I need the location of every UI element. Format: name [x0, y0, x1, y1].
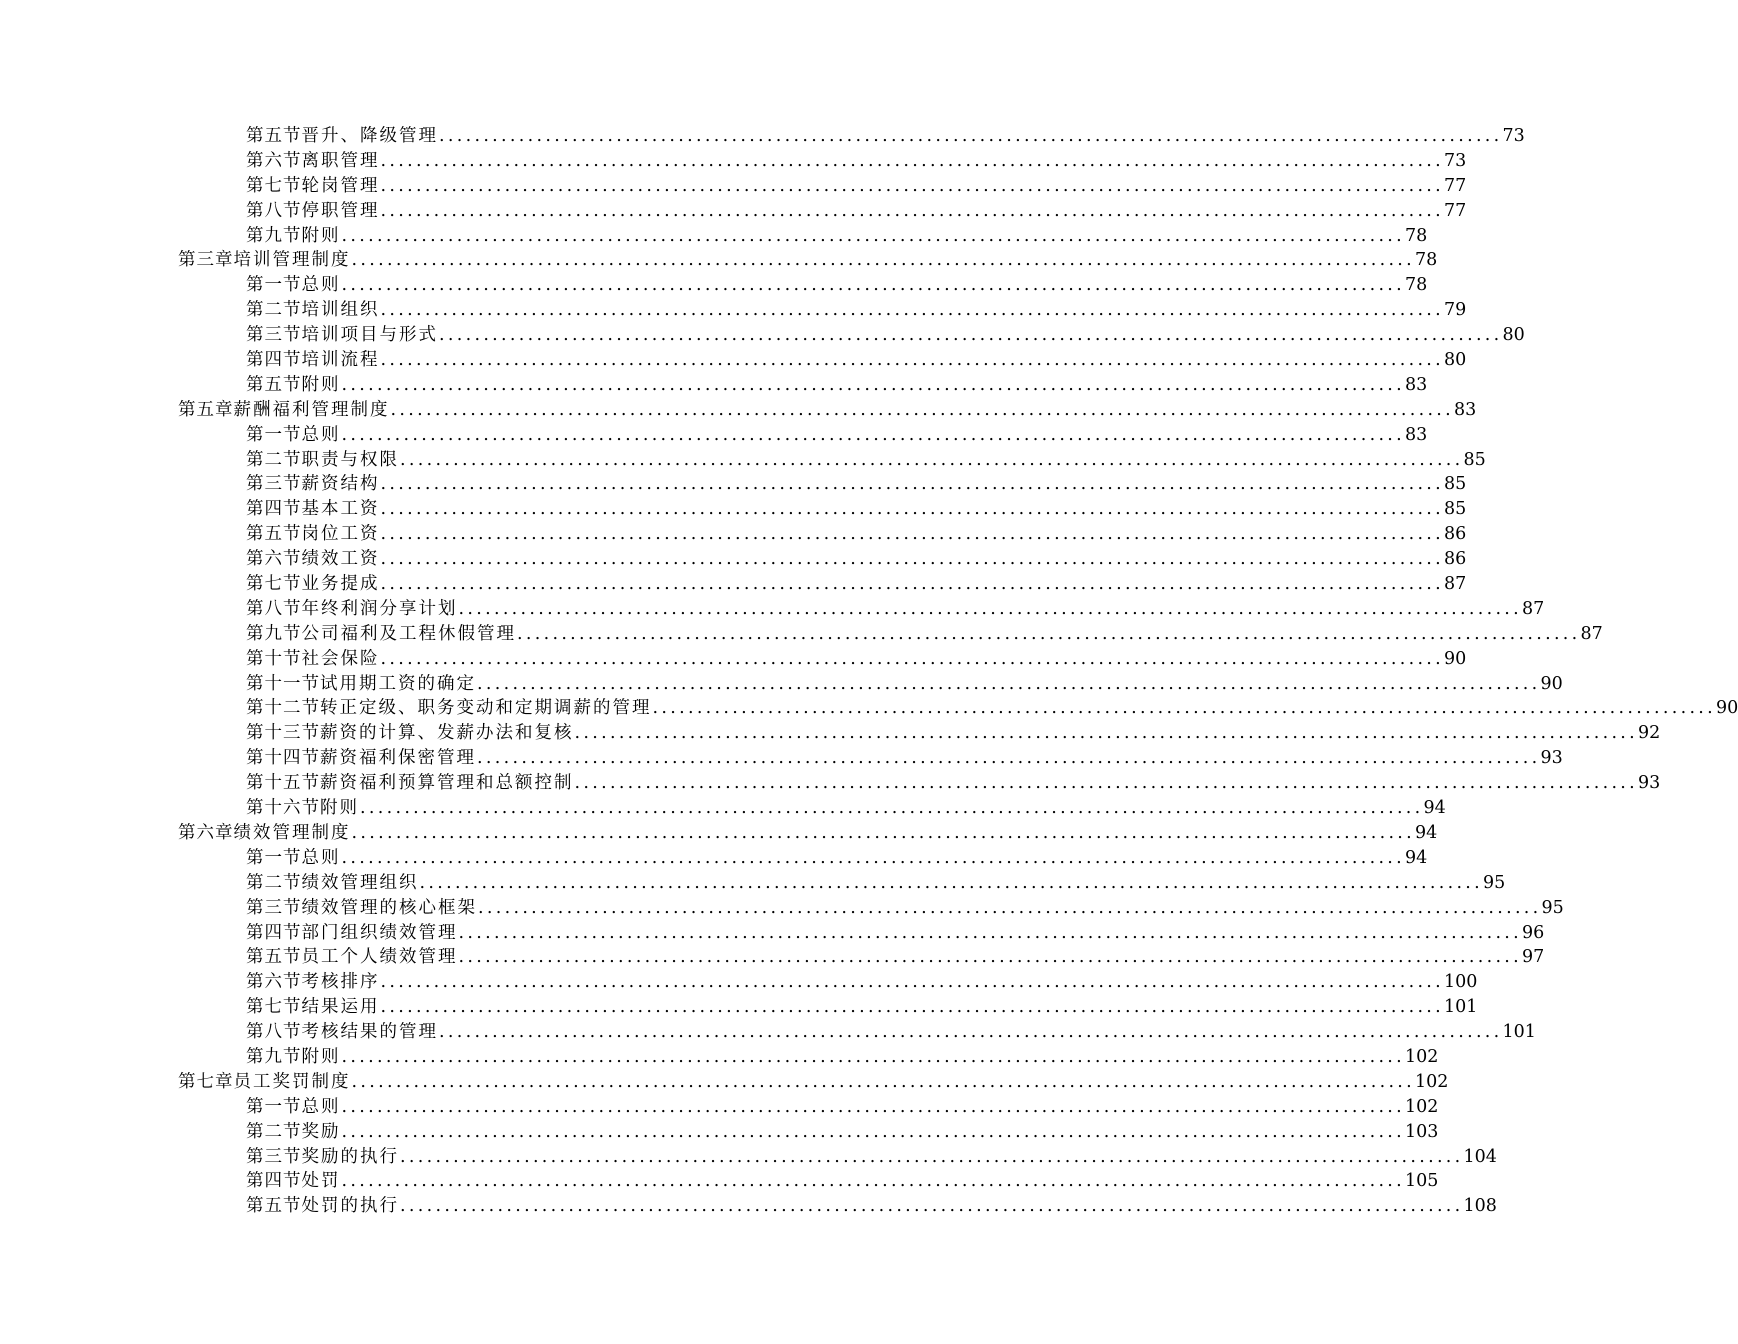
toc-entry-number: 第二节: [246, 872, 302, 893]
toc-section-entry[interactable]: [0, 696, 1738, 721]
toc-page-number: 101: [1502, 1022, 1536, 1043]
toc-entry-title: 附则: [301, 374, 341, 395]
toc-entry-line: [0, 1095, 1439, 1120]
toc-entry-title: 职责与权限: [301, 449, 399, 470]
toc-section-entry[interactable]: [0, 647, 1467, 672]
dot-leader: ........................................................................................................................: [341, 1121, 1406, 1142]
toc-entry-title: 总则: [301, 847, 341, 868]
dot-leader: ........................................................................................................................: [380, 997, 1445, 1018]
dot-leader: ........................................................................................................................: [458, 598, 1523, 619]
dot-leader: ........................................................................................................................: [380, 474, 1445, 495]
toc-page-number: 85: [1444, 474, 1467, 495]
dot-leader: ........................................................................................................................: [400, 1146, 1464, 1167]
dot-leader: ........................................................................................................................: [439, 126, 1503, 146]
toc-entry-number: 第七节: [246, 574, 302, 595]
toc-entry-number: 第二节: [246, 449, 302, 470]
toc-entry-number: 第六章: [178, 822, 234, 843]
toc-entry-number: 第九节: [246, 623, 302, 644]
toc-section-entry[interactable]: [0, 323, 1525, 348]
toc-entry-number: 第三节: [246, 474, 302, 495]
toc-page-number: 108: [1463, 1196, 1497, 1217]
toc-entry-title: 员工个人绩效管理: [301, 947, 458, 968]
dot-leader: ........................................................................................................................: [341, 1096, 1406, 1117]
toc-page-number: 102: [1415, 1071, 1449, 1092]
dot-leader: ........................................................................................................................: [380, 175, 1445, 196]
toc-entry-line: [0, 647, 1467, 672]
toc-chapter-entry[interactable]: [0, 821, 1438, 846]
toc-section-entry[interactable]: [0, 497, 1467, 522]
toc-page-number: 78: [1415, 250, 1438, 271]
toc-entry-line: [0, 597, 1545, 622]
dot-leader: ........................................................................................................................: [439, 1022, 1503, 1043]
toc-entry-number: 第八节: [246, 200, 302, 221]
toc-entry-number: 第三节: [246, 325, 302, 346]
toc-section-entry[interactable]: [0, 921, 1545, 946]
toc-section-entry[interactable]: [0, 348, 1467, 373]
dot-leader: ........................................................................................................................: [574, 773, 1639, 794]
toc-entry-title: 总则: [301, 1096, 341, 1117]
toc-entry-title: 年终利润分享计划: [301, 598, 458, 619]
toc-page-number: 90: [1716, 698, 1738, 719]
toc-entry-number: 第五节: [246, 524, 302, 545]
toc-entry-line: [0, 199, 1467, 224]
toc-section-entry[interactable]: [0, 1145, 1497, 1170]
toc-entry-number: 第一节: [246, 275, 302, 296]
toc-entry-title: 停职管理: [301, 200, 380, 221]
toc-page-number: 95: [1483, 872, 1506, 893]
dot-leader: ........................................................................................................................: [477, 748, 1541, 769]
toc-page-number: 77: [1444, 175, 1467, 196]
toc-page-number: 104: [1463, 1146, 1497, 1167]
dot-leader: ........................................................................................................................: [341, 275, 1406, 296]
dot-leader: ........................................................................................................................: [652, 698, 1717, 719]
toc-section-entry[interactable]: [0, 273, 1428, 298]
toc-entry-line: [0, 547, 1467, 572]
toc-entry-number: 第三节: [246, 1146, 302, 1167]
toc-page-number: 78: [1405, 275, 1428, 296]
toc-entry-line: [0, 224, 1428, 249]
toc-page-number: 86: [1444, 549, 1467, 570]
toc-entry-number: 第五章: [178, 399, 234, 420]
toc-section-entry[interactable]: [0, 522, 1467, 547]
toc-entry-title: 附则: [301, 1046, 341, 1067]
toc-entry-title: 总则: [301, 424, 341, 445]
dot-leader: ........................................................................................................................: [380, 648, 1445, 669]
toc-entry-title: 公司福利及工程休假管理: [301, 623, 516, 644]
dot-leader: ........................................................................................................................: [360, 798, 1424, 819]
toc-section-entry[interactable]: [0, 224, 1428, 249]
toc-section-entry[interactable]: [0, 199, 1467, 224]
toc-page-number: 105: [1405, 1171, 1439, 1192]
toc-entry-number: 第一节: [246, 847, 302, 868]
toc-entry-line: [0, 497, 1467, 522]
toc-section-entry[interactable]: [0, 1095, 1439, 1120]
toc-entry-line: [0, 672, 1563, 697]
toc-entry-number: 第七章: [178, 1071, 234, 1092]
toc-section-entry[interactable]: [0, 423, 1428, 448]
toc-page-number: 78: [1405, 225, 1428, 246]
dot-leader: ........................................................................................................................: [351, 822, 1416, 843]
toc-section-entry[interactable]: [0, 622, 1603, 647]
toc-entry-number: 第四节: [246, 1171, 302, 1192]
toc-entry-title: 薪资结构: [301, 474, 380, 495]
dot-leader: ........................................................................................................................: [380, 524, 1445, 545]
toc-entry-number: 第十节: [246, 648, 302, 669]
toc-entry-title: 薪资福利保密管理: [320, 748, 476, 769]
toc-entry-line: [0, 846, 1428, 871]
toc-page-number: 86: [1444, 524, 1467, 545]
toc-entry-line: [0, 771, 1661, 796]
toc-entry-line: [0, 995, 1478, 1020]
toc-entry-number: 第十六节: [246, 798, 320, 819]
toc-entry-number: 第六节: [246, 972, 302, 993]
toc-entry-title: 晋升、降级管理: [301, 126, 438, 146]
toc-entry-title: 试用期工资的确定: [320, 673, 476, 694]
toc-chapter-entry[interactable]: [0, 248, 1438, 273]
toc-entry-line: [0, 896, 1564, 921]
dot-leader: ........................................................................................................................: [419, 872, 1484, 893]
toc-entry-title: 处罚: [301, 1171, 341, 1192]
toc-page-number: 93: [1540, 748, 1563, 769]
dot-leader: ........................................................................................................................: [390, 399, 1455, 420]
dot-leader: ........................................................................................................................: [380, 300, 1445, 321]
toc-entry-title: 员工奖罚制度: [233, 1071, 351, 1092]
toc-entry-number: 第七节: [246, 175, 302, 196]
toc-entry-line: [0, 398, 1477, 423]
toc-entry-number: 第二节: [246, 300, 302, 321]
toc-entry-title: 结果运用: [301, 997, 380, 1018]
dot-leader: ........................................................................................................................: [458, 922, 1523, 943]
dot-leader: ........................................................................................................................: [351, 1071, 1416, 1092]
dot-leader: ........................................................................................................................: [380, 150, 1445, 171]
toc-section-entry[interactable]: [0, 995, 1478, 1020]
toc-entry-title: 附则: [301, 225, 341, 246]
dot-leader: ........................................................................................................................: [380, 350, 1445, 371]
toc-entry-line: [0, 1120, 1439, 1145]
toc-page-number: 85: [1463, 449, 1486, 470]
toc-section-entry[interactable]: [0, 970, 1478, 995]
toc-entry-title: 奖励: [301, 1121, 341, 1142]
toc-page-number: 102: [1405, 1046, 1439, 1067]
toc-entry-title: 培训流程: [301, 350, 380, 371]
toc-entry-line: [0, 348, 1467, 373]
toc-entry-number: 第十一节: [246, 673, 320, 694]
toc-entry-line: [0, 696, 1738, 721]
toc-entry-line: [0, 373, 1428, 398]
toc-chapter-entry[interactable]: [0, 398, 1477, 423]
toc-entry-title: 业务提成: [301, 574, 380, 595]
toc-section-entry[interactable]: [0, 448, 1486, 473]
toc-page-number: 87: [1444, 574, 1467, 595]
toc-page-number: 80: [1502, 325, 1525, 346]
toc-entry-number: 第一节: [246, 424, 302, 445]
toc-entry-number: 第十五节: [246, 773, 320, 794]
toc-page-number: 93: [1638, 773, 1661, 794]
dot-leader: ........................................................................................................................: [477, 673, 1541, 694]
toc-entry-number: 第十四节: [246, 748, 320, 769]
toc-entry-line: [0, 746, 1563, 771]
toc-entry-line: [0, 323, 1525, 348]
toc-entry-line: [0, 273, 1428, 298]
toc-entry-title: 岗位工资: [301, 524, 380, 545]
dot-leader: ........................................................................................................................: [341, 424, 1406, 445]
dot-leader: ........................................................................................................................: [380, 499, 1445, 520]
toc-page-number: 73: [1444, 150, 1467, 171]
toc-entry-title: 社会保险: [301, 648, 380, 669]
toc-page-number: 87: [1522, 598, 1545, 619]
toc-entry-number: 第五节: [246, 374, 302, 395]
toc-entry-number: 第十二节: [246, 698, 320, 719]
toc-entry-line: [0, 721, 1661, 746]
toc-entry-title: 绩效管理制度: [233, 822, 351, 843]
toc-entry-number: 第六节: [246, 150, 302, 171]
dot-leader: ........................................................................................................................: [341, 374, 1406, 395]
toc-entry-number: 第五节: [246, 947, 302, 968]
toc-page-number: 83: [1405, 374, 1428, 395]
toc-page-number: 103: [1405, 1121, 1439, 1142]
toc-entry-title: 处罚的执行: [301, 1196, 399, 1217]
toc-page-number: 90: [1540, 673, 1563, 694]
toc-entry-title: 部门组织绩效管理: [301, 922, 458, 943]
toc-entry-title: 绩效管理组织: [301, 872, 419, 893]
toc-section-entry[interactable]: [0, 472, 1467, 497]
toc-entry-number: 第四节: [246, 499, 302, 520]
toc-page-number: 100: [1444, 972, 1478, 993]
toc-entry-line: [0, 796, 1446, 821]
toc-section-entry[interactable]: [0, 124, 1525, 149]
toc-entry-line: [0, 1194, 1497, 1219]
dot-leader: ........................................................................................................................: [341, 847, 1406, 868]
toc-entry-number: 第五节: [246, 1196, 302, 1217]
dot-leader: ........................................................................................................................: [380, 972, 1445, 993]
toc-page-number: 83: [1454, 399, 1477, 420]
toc-chapter-entry[interactable]: [0, 1070, 1449, 1095]
toc-entry-line: [0, 124, 1525, 149]
toc-entry-title: 绩效工资: [301, 549, 380, 570]
toc-section-entry[interactable]: [0, 1120, 1439, 1145]
dot-leader: ........................................................................................................................: [341, 1171, 1406, 1192]
toc-section-entry[interactable]: [0, 572, 1467, 597]
toc-entry-line: [0, 821, 1438, 846]
toc-entry-title: 转正定级、职务变动和定期调薪的管理: [320, 698, 652, 719]
toc-entry-line: [0, 248, 1438, 273]
toc-entry-line: [0, 174, 1467, 199]
toc-entry-number: 第五节: [246, 126, 302, 146]
toc-entry-number: 第六节: [246, 549, 302, 570]
toc-entry-line: [0, 448, 1486, 473]
toc-page-number: 94: [1415, 822, 1438, 843]
toc-entry-line: [0, 921, 1545, 946]
toc-section-entry[interactable]: [0, 721, 1661, 746]
toc-section-entry[interactable]: [0, 597, 1545, 622]
toc-entry-line: [0, 871, 1506, 896]
toc-section-entry[interactable]: [0, 1020, 1536, 1045]
toc-entry-title: 薪酬福利管理制度: [233, 399, 390, 420]
toc-section-entry[interactable]: [0, 945, 1545, 970]
dot-leader: ........................................................................................................................: [341, 225, 1406, 246]
toc-entry-line: [0, 423, 1428, 448]
toc-entry-number: 第二节: [246, 1121, 302, 1142]
toc-entry-title: 轮岗管理: [301, 175, 380, 196]
toc-entry-title: 考核排序: [301, 972, 380, 993]
toc-page-number: 79: [1444, 300, 1467, 321]
dot-leader: ........................................................................................................................: [458, 947, 1523, 968]
toc-page-number: 96: [1522, 922, 1545, 943]
toc-section-entry[interactable]: [0, 846, 1428, 871]
dot-leader: ........................................................................................................................: [478, 897, 1542, 918]
toc-entry-title: 培训项目与形式: [301, 325, 438, 346]
toc-page-number: 101: [1444, 997, 1478, 1018]
toc-entry-line: [0, 1045, 1439, 1070]
toc-section-entry[interactable]: [0, 1045, 1439, 1070]
toc-page-number: 94: [1405, 847, 1428, 868]
toc-entry-number: 第四节: [246, 350, 302, 371]
toc-section-entry[interactable]: [0, 871, 1506, 896]
toc-entry-title: 薪资福利预算管理和总额控制: [320, 773, 574, 794]
toc-entry-number: 第八节: [246, 598, 302, 619]
toc-page-number: 77: [1444, 200, 1467, 221]
dot-leader: ........................................................................................................................: [380, 200, 1445, 221]
dot-leader: ........................................................................................................................: [380, 549, 1445, 570]
toc-section-entry[interactable]: [0, 746, 1563, 771]
toc-entry-title: 培训组织: [301, 300, 380, 321]
dot-leader: ........................................................................................................................: [517, 623, 1581, 644]
toc-entry-title: 基本工资: [301, 499, 380, 520]
toc-entry-title: 离职管理: [301, 150, 380, 171]
toc-entry-number: 第一节: [246, 1096, 302, 1117]
toc-page-number: 87: [1580, 623, 1603, 644]
toc-section-entry[interactable]: [0, 672, 1563, 697]
toc-section-entry[interactable]: [0, 796, 1446, 821]
toc-entry-line: [0, 472, 1467, 497]
toc-entry-title: 附则: [320, 798, 359, 819]
toc-entry-line: [0, 622, 1603, 647]
dot-leader: ........................................................................................................................: [400, 449, 1464, 470]
toc-entry-line: [0, 149, 1467, 174]
toc-page-number: 92: [1638, 723, 1661, 744]
toc-page-number: 83: [1405, 424, 1428, 445]
toc-page-number: 80: [1444, 350, 1467, 371]
toc-page-number: 85: [1444, 499, 1467, 520]
dot-leader: ........................................................................................................................: [341, 1046, 1406, 1067]
toc-section-entry[interactable]: [0, 174, 1467, 199]
toc-page-number: 95: [1541, 897, 1564, 918]
toc-section-entry[interactable]: [0, 547, 1467, 572]
toc-section-entry[interactable]: [0, 298, 1467, 323]
toc-entry-line: [0, 945, 1545, 970]
toc-entry-title: 考核结果的管理: [301, 1022, 438, 1043]
toc-entry-number: 第三章: [178, 250, 234, 271]
toc-page-number: 102: [1405, 1096, 1439, 1117]
toc-entry-line: [0, 1169, 1439, 1194]
toc-entry-title: 培训管理制度: [233, 250, 351, 271]
toc-page-number: 90: [1444, 648, 1467, 669]
dot-leader: ........................................................................................................................: [439, 325, 1503, 346]
toc-section-entry[interactable]: [0, 1169, 1439, 1194]
dot-leader: ........................................................................................................................: [574, 723, 1639, 744]
toc-entry-line: [0, 970, 1478, 995]
toc-entry-title: 绩效管理的核心框架: [301, 897, 477, 918]
toc-page-number: 94: [1423, 798, 1446, 819]
toc-entry-number: 第九节: [246, 225, 302, 246]
toc-entry-number: 第十三节: [246, 723, 320, 744]
toc-section-entry[interactable]: [0, 149, 1467, 174]
toc-section-entry[interactable]: [0, 373, 1428, 398]
toc-entry-line: [0, 572, 1467, 597]
toc-page-number: 73: [1502, 126, 1525, 146]
toc-entry-title: 奖励的执行: [301, 1146, 399, 1167]
toc-entry-title: 薪资的计算、发薪办法和复核: [320, 723, 574, 744]
toc-entry-line: [0, 298, 1467, 323]
toc-entry-number: 第三节: [246, 897, 302, 918]
toc-entry-number: 第八节: [246, 1022, 302, 1043]
toc-entry-title: 总则: [301, 275, 341, 296]
toc-entry-number: 第四节: [246, 922, 302, 943]
toc-section-entry[interactable]: [0, 896, 1564, 921]
table-of-contents: [0, 124, 1738, 1219]
toc-page-number: 97: [1522, 947, 1545, 968]
dot-leader: ........................................................................................................................: [380, 574, 1445, 595]
dot-leader: ........................................................................................................................: [351, 250, 1416, 271]
toc-entry-line: [0, 522, 1467, 547]
toc-entry-line: [0, 1070, 1449, 1095]
toc-entry-line: [0, 1020, 1536, 1045]
toc-entry-number: 第九节: [246, 1046, 302, 1067]
toc-entry-line: [0, 1145, 1497, 1170]
toc-entry-number: 第七节: [246, 997, 302, 1018]
toc-section-entry[interactable]: [0, 771, 1661, 796]
dot-leader: ........................................................................................................................: [400, 1196, 1464, 1217]
toc-section-entry[interactable]: [0, 1194, 1497, 1219]
